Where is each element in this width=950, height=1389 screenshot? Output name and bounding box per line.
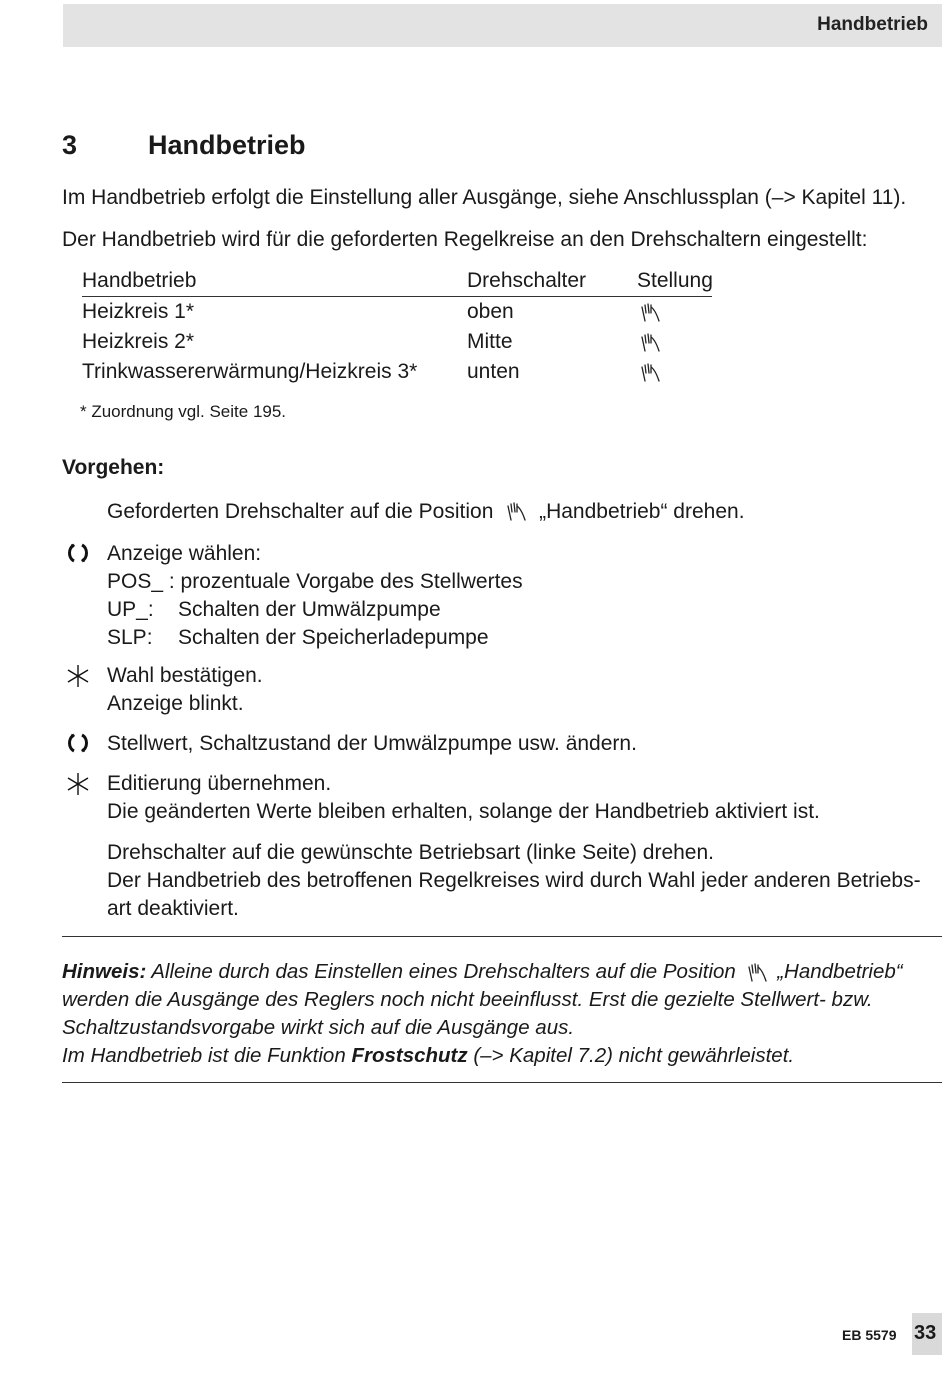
step-2-line: UP_: Schalten der Umwälzpumpe	[107, 598, 441, 621]
divider	[62, 1082, 942, 1083]
divider	[62, 936, 942, 937]
frostschutz-label: Frostschutz	[351, 1044, 468, 1067]
step-6-line: art deaktiviert.	[107, 897, 239, 920]
table-header-stellung: Stellung	[637, 269, 713, 292]
note-label: Hinweis:	[62, 960, 147, 983]
table-row	[82, 360, 520, 384]
asterisk-icon	[64, 662, 92, 690]
table-cell-switch: Mitte	[467, 330, 513, 353]
step-6-line: Drehschalter auf die gewünschte Betriebsart (linke Seite) drehen.	[107, 841, 714, 864]
chapter-number: 3	[62, 130, 78, 160]
rotary-knob-icon	[64, 729, 92, 757]
procedure-step-6	[107, 839, 921, 923]
table-row	[82, 330, 513, 354]
step-1-text-before: Geforderten Drehschalter auf die Position	[107, 500, 494, 523]
note-line-1	[62, 958, 903, 986]
note-line-3: Schaltzustandsvorgabe wirkt sich auf die Ausgänge aus.	[62, 1016, 575, 1039]
asterisk-icon	[64, 770, 92, 798]
header-title: Handbetrieb	[817, 14, 928, 35]
note-text: „Handbetrieb“	[777, 960, 903, 983]
table-footnote: * Zuordnung vgl. Seite 195.	[80, 402, 287, 421]
table-cell-switch: oben	[467, 300, 514, 323]
step-3-line: Wahl bestätigen.	[107, 664, 263, 687]
procedure-step-3	[107, 662, 263, 718]
step-2-line: SLP: Schalten der Speicherladepumpe	[107, 626, 489, 649]
page-number-box	[912, 1313, 942, 1355]
table-header-drehschalter: Drehschalter	[467, 269, 587, 292]
intro-line-1: Im Handbetrieb erfolgt die Einstellung aller Ausgänge, siehe Anschlussplan (–> Kapitel 11).	[62, 186, 907, 209]
intro-line-2: Der Handbetrieb wird für die geforderten Regelkreise an den Drehschaltern eingestellt:	[62, 228, 868, 251]
note-text: Im Handbetrieb ist die Funktion	[62, 1044, 346, 1067]
step-2-line: Anzeige wählen:	[107, 542, 262, 565]
note-line-2: werden die Ausgänge des Reglers noch nicht beeinflusst. Erst die gezielte Stellwert- bzw.	[62, 988, 873, 1011]
table-row	[82, 300, 514, 324]
hand-icon	[639, 361, 661, 385]
document-code: EB 5579	[842, 1327, 897, 1343]
note-box	[62, 958, 903, 1070]
note-text: (–> Kapitel 7.2) nicht gewährleistet.	[473, 1044, 795, 1067]
chapter-title: Handbetrieb	[148, 130, 306, 160]
hand-icon	[505, 500, 527, 524]
step-5-line: Die geänderten Werte bleiben erhalten, solange der Handbetrieb aktiviert ist.	[107, 800, 820, 823]
hand-icon	[639, 301, 661, 325]
note-line-4	[62, 1042, 903, 1070]
procedure-step-2	[107, 540, 523, 652]
step-2-line: POS_ : prozentuale Vorgabe des Stellwertes	[107, 570, 523, 593]
note-text: Alleine durch das Einstellen eines Drehschalters auf die Position	[151, 960, 736, 983]
step-1-text-after: „Handbetrieb“ drehen.	[539, 500, 745, 523]
table-header-row	[82, 269, 712, 297]
table-cell-circuit: Trinkwassererwärmung/Heizkreis 3*	[82, 360, 418, 383]
chapter-heading	[62, 130, 306, 161]
step-4-line: Stellwert, Schaltzustand der Umwälzpumpe usw. ändern.	[107, 732, 637, 755]
hand-icon	[639, 331, 661, 355]
step-3-line: Anzeige blinkt.	[107, 692, 244, 715]
hand-icon	[746, 958, 768, 986]
procedure-step-1	[107, 500, 745, 524]
table-header-handbetrieb: Handbetrieb	[82, 269, 197, 292]
page-header	[63, 4, 942, 47]
rotary-knob-icon	[64, 539, 92, 567]
procedure-title: Vorgehen:	[62, 456, 165, 479]
table-cell-circuit: Heizkreis 2*	[82, 330, 195, 353]
procedure-step-5	[107, 770, 820, 826]
table-cell-circuit: Heizkreis 1*	[82, 300, 195, 323]
step-5-line: Editierung übernehmen.	[107, 772, 332, 795]
procedure-step-4	[107, 730, 637, 758]
page-number: 33	[914, 1322, 937, 1344]
step-6-line: Der Handbetrieb des betroffenen Regelkreises wird durch Wahl jeder anderen Betriebs-	[107, 869, 921, 892]
table-cell-switch: unten	[467, 360, 520, 383]
